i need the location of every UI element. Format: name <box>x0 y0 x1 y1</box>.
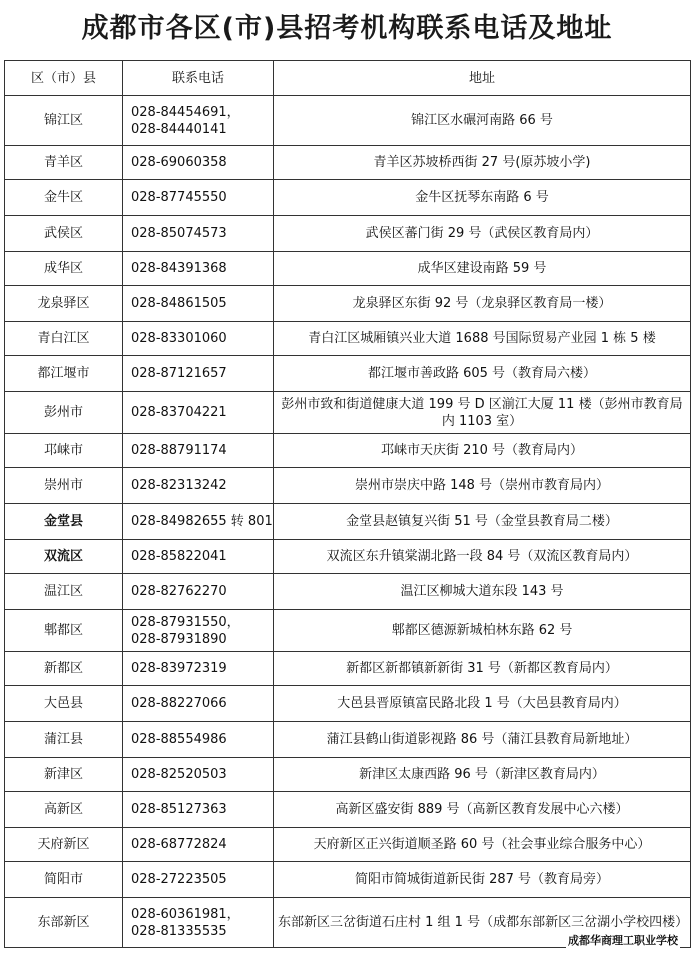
district-cell: 新津区 <box>5 758 123 792</box>
table-row <box>5 252 691 286</box>
header-address: 地址 <box>274 61 691 96</box>
contact-table <box>4 60 691 948</box>
district-cell: 金牛区 <box>5 180 123 216</box>
document-title: 成都市各区(市)县招考机构联系电话及地址 <box>81 13 613 44</box>
phone-cell <box>123 610 274 652</box>
district-cell: 新都区 <box>5 652 123 686</box>
district-cell: 天府新区 <box>5 828 123 862</box>
address-cell: 崇州市崇庆中路 148 号（崇州市教育局内） <box>274 468 691 504</box>
district-cell: 蒲江县 <box>5 722 123 758</box>
table-row <box>5 792 691 828</box>
address-cell: 郫都区德源新城柏林东路 62 号 <box>274 610 691 652</box>
phone-number: 028-27223505 <box>131 872 227 887</box>
district-cell: 温江区 <box>5 574 123 610</box>
district-cell: 双流区 <box>5 540 123 574</box>
phone-cell <box>123 468 274 504</box>
phone-cell <box>123 686 274 722</box>
address-cell: 大邑县晋原镇富民路北段 1 号（大邑县教育局内） <box>274 686 691 722</box>
district-cell: 青白江区 <box>5 322 123 356</box>
phone-cell <box>123 392 274 434</box>
table-row <box>5 216 691 252</box>
phone-cell <box>123 758 274 792</box>
address-cell: 成华区建设南路 59 号 <box>274 252 691 286</box>
phone-number: 028-85074573 <box>131 226 227 241</box>
table-row <box>5 356 691 392</box>
phone-cell <box>123 252 274 286</box>
school-watermark: 成都华商理工职业学校 <box>568 934 678 947</box>
table-row <box>5 322 691 356</box>
district-cell: 东部新区 <box>5 898 123 948</box>
phone-number: 028-83704221 <box>131 405 227 420</box>
phone-number: 028-88227066 <box>131 696 227 711</box>
district-cell: 邛崃市 <box>5 434 123 468</box>
address-cell: 东部新区三岔街道石庄村 1 组 1 号（成都东部新区三岔湖小学校四楼） <box>274 898 691 948</box>
phone-number: 028-68772824 <box>131 837 227 852</box>
phone-number: 028-81335535 <box>131 923 227 939</box>
phone-number: 028-84982655 转 801 <box>131 514 273 529</box>
address-cell: 龙泉驿区东街 92 号（龙泉驿区教育局一楼） <box>274 286 691 322</box>
table-row <box>5 434 691 468</box>
table-row <box>5 652 691 686</box>
table-row <box>5 828 691 862</box>
phone-number: 028-83972319 <box>131 661 227 676</box>
phone-number: 028-85127363 <box>131 802 227 817</box>
phone-cell <box>123 216 274 252</box>
phone-cell <box>123 540 274 574</box>
table-row <box>5 540 691 574</box>
address-cell: 都江堰市善政路 605 号（教育局六楼） <box>274 356 691 392</box>
table-row <box>5 392 691 434</box>
header-phone: 联系电话 <box>123 61 274 96</box>
district-cell: 青羊区 <box>5 146 123 180</box>
address-cell: 邛崃市天庆街 210 号（教育局内） <box>274 434 691 468</box>
district-cell: 金堂县 <box>5 504 123 540</box>
district-cell: 成华区 <box>5 252 123 286</box>
phone-cell <box>123 322 274 356</box>
address-cell: 高新区盛安街 889 号（高新区教育发展中心六楼） <box>274 792 691 828</box>
phone-cell <box>123 792 274 828</box>
phone-cell <box>123 574 274 610</box>
phone-number: 028-84861505 <box>131 296 227 311</box>
phone-cell <box>123 96 274 146</box>
phone-number: 028-88791174 <box>131 443 227 458</box>
address-cell: 新津区太康西路 96 号（新津区教育局内） <box>274 758 691 792</box>
phone-number: 028-60361981， <box>131 906 240 922</box>
table-row <box>5 574 691 610</box>
address-cell: 青羊区苏坡桥西街 27 号(原苏坡小学) <box>274 146 691 180</box>
phone-number: 028-84440141 <box>131 121 227 137</box>
address-cell: 蒲江县鹤山街道影视路 86 号（蒲江县教育局新地址） <box>274 722 691 758</box>
table-row <box>5 686 691 722</box>
district-cell: 龙泉驿区 <box>5 286 123 322</box>
phone-number: 028-85822041 <box>131 549 227 564</box>
phone-cell <box>123 722 274 758</box>
district-cell: 都江堰市 <box>5 356 123 392</box>
district-cell: 崇州市 <box>5 468 123 504</box>
phone-number: 028-84454691， <box>131 104 240 120</box>
phone-cell <box>123 434 274 468</box>
district-cell: 简阳市 <box>5 862 123 898</box>
table-row <box>5 610 691 652</box>
table-row <box>5 146 691 180</box>
table-row <box>5 722 691 758</box>
table-row <box>5 180 691 216</box>
phone-cell <box>123 504 274 540</box>
table-row <box>5 286 691 322</box>
district-cell: 大邑县 <box>5 686 123 722</box>
phone-number: 028-88554986 <box>131 732 227 747</box>
phone-number: 028-82520503 <box>131 767 227 782</box>
address-cell: 温江区柳城大道东段 143 号 <box>274 574 691 610</box>
table-row <box>5 504 691 540</box>
phone-number: 028-83301060 <box>131 331 227 346</box>
district-cell: 武侯区 <box>5 216 123 252</box>
district-cell: 高新区 <box>5 792 123 828</box>
phone-number: 028-87745550 <box>131 190 227 205</box>
phone-cell <box>123 898 274 948</box>
phone-cell <box>123 286 274 322</box>
table-row <box>5 758 691 792</box>
phone-number: 028-82313242 <box>131 478 227 493</box>
phone-number: 028-87931890 <box>131 631 227 647</box>
district-cell: 彭州市 <box>5 392 123 434</box>
phone-number: 028-82762270 <box>131 584 227 599</box>
phone-cell <box>123 862 274 898</box>
phone-number: 028-84391368 <box>131 261 227 276</box>
address-cell: 天府新区正兴街道顺圣路 60 号（社会事业综合服务中心） <box>274 828 691 862</box>
phone-cell <box>123 146 274 180</box>
phone-cell <box>123 356 274 392</box>
address-cell: 金堂县赵镇复兴街 51 号（金堂县教育局二楼） <box>274 504 691 540</box>
address-cell: 简阳市简城街道新民街 287 号（教育局旁） <box>274 862 691 898</box>
district-cell: 锦江区 <box>5 96 123 146</box>
address-cell: 彭州市致和街道健康大道 199 号 D 区湔江大厦 11 楼（彭州市教育局内 1103 室） <box>274 392 691 434</box>
address-cell: 武侯区蕃门街 29 号（武侯区教育局内） <box>274 216 691 252</box>
phone-number: 028-69060358 <box>131 155 227 170</box>
table-row <box>5 96 691 146</box>
table-body <box>5 96 691 948</box>
address-cell: 金牛区抚琴东南路 6 号 <box>274 180 691 216</box>
address-cell: 青白江区城厢镇兴业大道 1688 号国际贸易产业园 1 栋 5 楼 <box>274 322 691 356</box>
phone-number: 028-87931550， <box>131 614 240 630</box>
table-row <box>5 468 691 504</box>
address-cell: 锦江区水碾河南路 66 号 <box>274 96 691 146</box>
address-cell: 双流区东升镇棠湖北路一段 84 号（双流区教育局内） <box>274 540 691 574</box>
phone-number: 028-87121657 <box>131 366 227 381</box>
district-cell: 郫都区 <box>5 610 123 652</box>
phone-cell <box>123 652 274 686</box>
table-header-row <box>5 61 691 96</box>
address-cell: 新都区新都镇新新街 31 号（新都区教育局内） <box>274 652 691 686</box>
header-district: 区（市）县 <box>5 61 123 96</box>
table-row <box>5 862 691 898</box>
phone-cell <box>123 180 274 216</box>
phone-cell <box>123 828 274 862</box>
